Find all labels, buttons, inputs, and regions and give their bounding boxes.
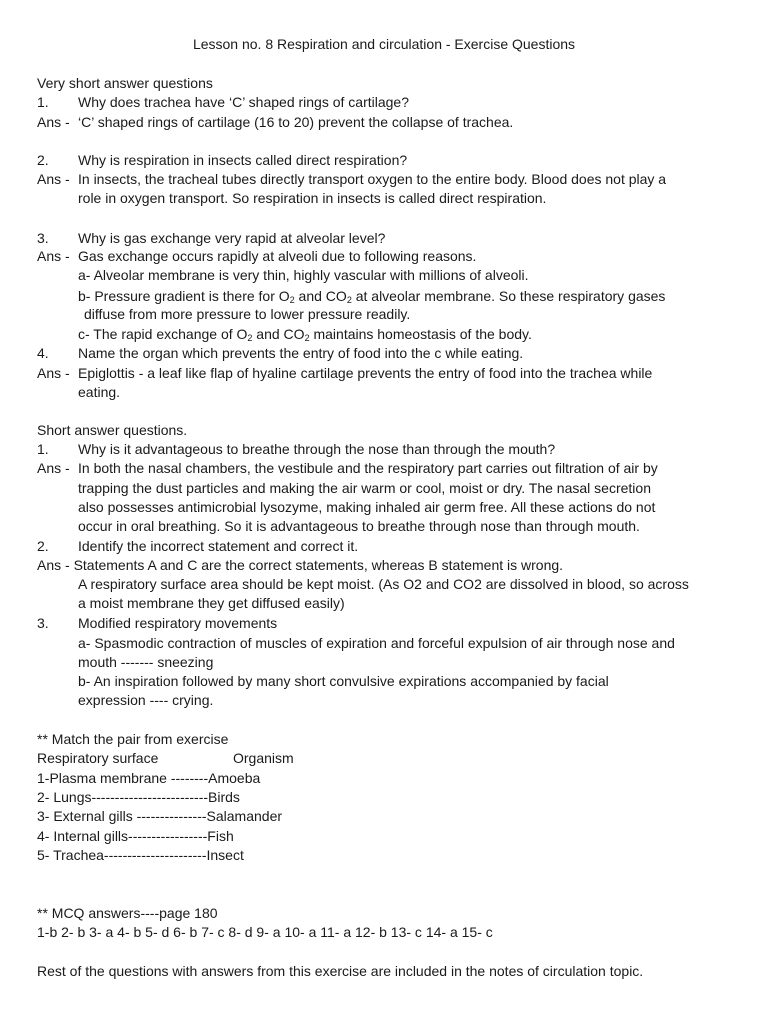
- page-title: Lesson no. 8 Respiration and circulation - Exercise Questions: [192, 36, 576, 52]
- document-page: Lesson no. 8 Respiration and circulation - Exercise Questions Very short answer questions 1. Why does trachea have ‘C’ shaped rings of cartilage? Ans - ‘C’ shaped rings of cartilage (16 to 20) prevent the collapse of trachea. 2. Why is respiration in insects called direct respiration? Ans - In insects, the tracheal tubes directly transport oxygen to the entire body. Blood does not play a role in oxygen transport. So respiration in insects is called direct respiration. 3. Why is gas exchange very rapid at alveolar level? Ans - Gas exchange occurs rapidly at alveoli due to following reasons. a- Alveolar membrane is very thin, highly vascular with millions of alveoli. b- Pressure gradient is there for $O_2$ and $CO_2$ at alveolar membrane. So these respiratory gases diffuse from more pressure to lower pressure readily. c- The rapid exchange of $O_2$ and $CO_2$ maintains homeostasis of the body. 4. Name the organ which prevents the entry of food into the c while eating. Ans - Epiglottis - a leaf like flap of hyaline cartilage prevents the entry of food into the trachea while eating. Short answer questions. 1. Why is it advantageous to breathe through the nose than through the mouth? Ans - In both the nasal chambers, the vestibule and the respiratory part carries out filtration of air by trapping the dust particles and making the air warm or cool, moist or dry. The nasal secretion also possesses antimicrobial lysozyme, making inhaled air germ free. All these actions do not occur in oral breathing. So it is advantageous to breathe through nose than through mouth. 2. Identify the incorrect statement and correct it. Ans - Statements A and C are the correct statements, whereas B statement is wrong. A respiratory surface area should be kept moist. (As O2 and CO2 are dissolved in blood, so across a moist membrane they get diffused easily) 3. Modified respiratory movements a- Spasmodic contraction of muscles of expiration and forceful expulsion of air through nose and mouth ------- sneezing b- An inspiration followed by many short convulsive expirations accompanied by facial expression ---- crying. ** Match the pair from exercise Respiratory surface Organism 1-Plasma membrane --------Amoeba 2- Lungs-------------------------Birds 3- External gills ---------------Salamander 4- Internal gills-----------------Fish 5- Trachea----------------------Insect ** MCQ answers----page 180 1-b 2- b 3- a 4- b 5- d 6- b 7- c 8- d 9- a 10- a 11- a 12- b 13- c 14- a 15- c Rest of the questions with answers from this exercise are included in the notes of circulation topic.: [0, 0, 768, 1024]
